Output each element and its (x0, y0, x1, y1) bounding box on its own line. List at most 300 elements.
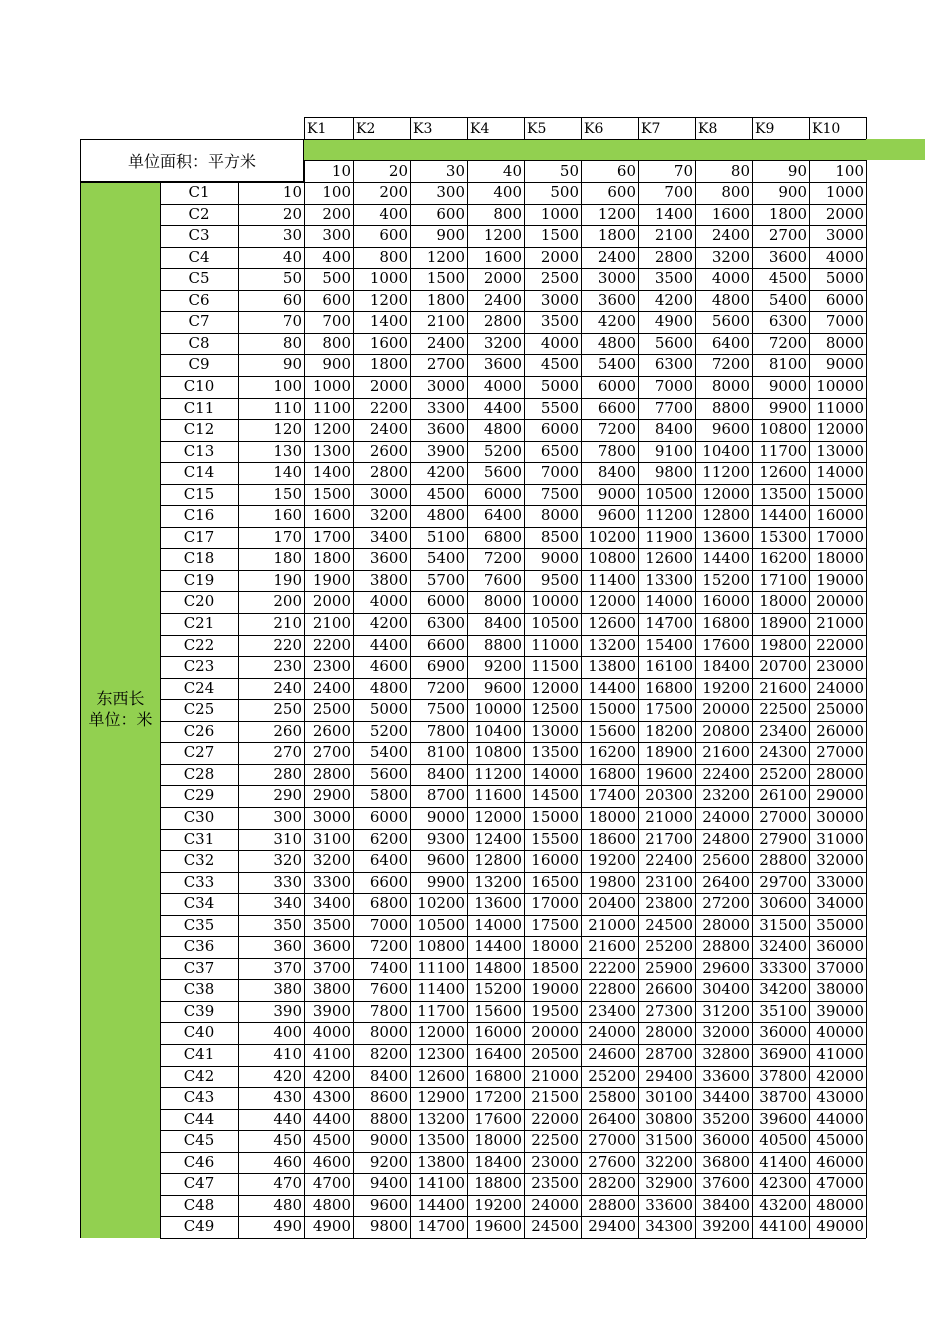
area-value: 11200 (474, 764, 522, 783)
area-value: 9000 (369, 1131, 408, 1150)
area-value: 19200 (588, 851, 636, 870)
area-value: 3600 (369, 549, 408, 568)
area-value: 7200 (369, 937, 408, 956)
area-value: 36800 (702, 1152, 750, 1171)
area-value: 22000 (531, 1109, 579, 1128)
area-value: 1800 (768, 204, 807, 223)
area-value: 24500 (645, 915, 693, 934)
area-value: 2100 (426, 312, 465, 331)
area-value: 8400 (369, 1066, 408, 1085)
area-value: 11400 (588, 570, 636, 589)
area-value: 23500 (531, 1174, 579, 1193)
area-value: 23200 (702, 786, 750, 805)
area-value: 2800 (369, 463, 408, 482)
area-value: 34000 (816, 894, 864, 913)
area-value: 21700 (645, 829, 693, 848)
row-label: C34 (183, 894, 215, 913)
grid-line (160, 1044, 866, 1045)
area-value: 11200 (645, 506, 693, 525)
area-value: 17100 (759, 570, 807, 589)
area-value: 10400 (474, 721, 522, 740)
area-value: 9600 (426, 851, 465, 870)
area-value: 8000 (369, 1023, 408, 1042)
area-value: 18800 (474, 1174, 522, 1193)
k-label: K9 (752, 117, 809, 139)
area-value: 18000 (816, 549, 864, 568)
area-value: 30000 (816, 807, 864, 826)
area-value: 19800 (759, 635, 807, 654)
area-value: 25600 (702, 851, 750, 870)
area-value: 12000 (816, 420, 864, 439)
area-value: 800 (322, 333, 351, 352)
side-label-line1: 东西长 (96, 689, 145, 709)
area-value: 8000 (540, 506, 579, 525)
area-value: 700 (664, 183, 693, 201)
area-value: 4000 (369, 592, 408, 611)
area-value: 5000 (369, 700, 408, 719)
area-value: 20400 (588, 894, 636, 913)
row-label: C7 (188, 312, 210, 331)
area-value: 3400 (312, 894, 351, 913)
area-value: 11100 (417, 958, 465, 977)
area-value: 27300 (645, 1001, 693, 1020)
k-label: K8 (695, 117, 752, 139)
area-value: 32000 (816, 851, 864, 870)
row-label: C48 (183, 1195, 215, 1214)
area-value: 5500 (540, 398, 579, 417)
area-value: 18000 (759, 592, 807, 611)
row-label: C26 (183, 721, 215, 740)
area-value: 300 (322, 226, 351, 245)
area-value: 2000 (312, 592, 351, 611)
area-value: 14400 (588, 678, 636, 697)
area-value: 5200 (369, 721, 408, 740)
area-value: 11000 (531, 635, 579, 654)
area-value: 44000 (816, 1109, 864, 1128)
area-value: 15000 (588, 700, 636, 719)
row-label: C29 (183, 786, 215, 805)
area-value: 1800 (369, 355, 408, 374)
area-value: 16800 (474, 1066, 522, 1085)
row-label: C40 (183, 1023, 215, 1042)
area-value: 1200 (426, 247, 465, 266)
area-value: 14100 (417, 1174, 465, 1193)
area-value: 13200 (417, 1109, 465, 1128)
area-value: 5200 (483, 441, 522, 460)
area-value: 28000 (816, 764, 864, 783)
area-value: 24300 (759, 743, 807, 762)
area-value: 7000 (540, 463, 579, 482)
area-value: 3200 (483, 333, 522, 352)
k-value: 100 (835, 162, 864, 180)
area-value: 18000 (474, 1131, 522, 1150)
area-value: 15600 (474, 1001, 522, 1020)
area-value: 13000 (816, 441, 864, 460)
area-value: 30600 (759, 894, 807, 913)
area-value: 17500 (645, 700, 693, 719)
area-value: 37600 (702, 1174, 750, 1193)
area-value: 15400 (645, 635, 693, 654)
grid-line (304, 160, 305, 1238)
area-value: 19600 (474, 1217, 522, 1236)
area-value: 26400 (702, 872, 750, 891)
area-value: 900 (778, 183, 807, 201)
area-value: 6300 (768, 312, 807, 331)
row-value: 400 (273, 1023, 302, 1042)
grid-line (160, 1001, 866, 1002)
area-value: 4800 (369, 678, 408, 697)
area-value: 1300 (312, 441, 351, 460)
grid-line (160, 462, 866, 463)
area-value: 17500 (531, 915, 579, 934)
area-value: 37000 (816, 958, 864, 977)
row-value: 80 (282, 333, 302, 352)
area-value: 29400 (645, 1066, 693, 1085)
area-value: 500 (550, 183, 579, 201)
grid-line (160, 182, 161, 1238)
area-value: 3300 (426, 398, 465, 417)
area-value: 5400 (426, 549, 465, 568)
area-value: 1800 (312, 549, 351, 568)
area-value: 14400 (759, 506, 807, 525)
area-value: 31500 (645, 1131, 693, 1150)
area-value: 11600 (474, 786, 522, 805)
area-value: 5000 (540, 376, 579, 395)
area-value: 11500 (531, 657, 579, 676)
row-label: C32 (183, 851, 215, 870)
area-value: 11400 (417, 980, 465, 999)
area-value: 2200 (312, 635, 351, 654)
area-value: 4300 (312, 1088, 351, 1107)
area-value: 9000 (597, 484, 636, 503)
area-value: 24600 (588, 1045, 636, 1063)
row-label: C33 (183, 872, 215, 891)
area-value: 11900 (645, 527, 693, 546)
area-value: 37800 (759, 1066, 807, 1085)
area-value: 28800 (702, 937, 750, 956)
area-value: 26000 (816, 721, 864, 740)
row-label: C30 (183, 807, 215, 826)
area-value: 10800 (588, 549, 636, 568)
area-value: 4500 (768, 269, 807, 288)
area-value: 18400 (702, 657, 750, 676)
area-value: 12000 (474, 807, 522, 826)
area-value: 18000 (588, 807, 636, 826)
row-value: 490 (273, 1217, 302, 1236)
area-value: 11700 (759, 441, 807, 460)
area-value: 2000 (540, 247, 579, 266)
area-value: 6400 (711, 333, 750, 352)
unit-area-title-text: 单位面积：平方米 (127, 152, 256, 171)
area-value: 20800 (702, 721, 750, 740)
area-value: 8400 (597, 463, 636, 482)
area-value: 300 (436, 183, 465, 201)
area-value: 5700 (426, 570, 465, 589)
area-value: 500 (322, 269, 351, 288)
area-value: 3500 (312, 915, 351, 934)
area-value: 5000 (825, 269, 864, 288)
area-value: 5400 (597, 355, 636, 374)
area-value: 14000 (816, 463, 864, 482)
area-value: 13600 (474, 894, 522, 913)
row-label: C27 (183, 743, 215, 762)
area-value: 29400 (588, 1217, 636, 1236)
grid-line (160, 570, 866, 571)
grid-line (160, 505, 866, 506)
area-value: 2800 (483, 312, 522, 331)
area-value: 4800 (597, 333, 636, 352)
row-label: C25 (183, 700, 215, 719)
area-value: 2100 (654, 226, 693, 245)
area-value: 21000 (645, 807, 693, 826)
area-value: 1000 (825, 183, 864, 201)
area-value: 23000 (816, 657, 864, 676)
area-value: 12300 (417, 1045, 465, 1063)
row-value: 410 (273, 1045, 302, 1063)
area-value: 9000 (540, 549, 579, 568)
area-value: 13200 (588, 635, 636, 654)
area-value: 900 (436, 226, 465, 245)
area-value: 16800 (645, 678, 693, 697)
k-value: 40 (502, 162, 522, 180)
area-value: 4200 (312, 1066, 351, 1085)
row-label: C45 (183, 1131, 215, 1150)
area-value: 16500 (531, 872, 579, 891)
row-label: C11 (183, 398, 215, 417)
area-value: 24000 (588, 1023, 636, 1042)
row-value: 460 (273, 1152, 302, 1171)
area-value: 29000 (816, 786, 864, 805)
area-value: 42300 (759, 1174, 807, 1193)
area-value: 28700 (645, 1045, 693, 1063)
area-value: 8400 (426, 764, 465, 783)
area-value: 5600 (483, 463, 522, 482)
area-value: 16000 (474, 1023, 522, 1042)
area-value: 400 (493, 183, 522, 201)
area-value: 3000 (540, 290, 579, 309)
area-value: 12800 (474, 851, 522, 870)
grid-line (160, 1109, 866, 1110)
grid-line (866, 160, 867, 1238)
area-value: 33600 (702, 1066, 750, 1085)
grid-line (160, 699, 866, 700)
area-value: 1200 (483, 226, 522, 245)
k-label: K2 (353, 117, 410, 139)
row-value: 100 (273, 376, 302, 395)
area-value: 41000 (816, 1045, 864, 1063)
row-value: 360 (273, 937, 302, 956)
area-value: 1800 (597, 226, 636, 245)
grid-line (160, 484, 866, 485)
row-label: C49 (183, 1217, 215, 1236)
area-value: 8100 (426, 743, 465, 762)
area-value: 4800 (711, 290, 750, 309)
area-value: 3200 (369, 506, 408, 525)
area-value: 16400 (474, 1045, 522, 1063)
area-value: 8800 (483, 635, 522, 654)
grid-line (160, 1066, 866, 1067)
row-label: C44 (183, 1109, 215, 1128)
grid-line (160, 1195, 866, 1196)
row-label: C23 (183, 657, 215, 676)
area-value: 2500 (312, 700, 351, 719)
row-value: 250 (273, 700, 302, 719)
area-value: 7800 (369, 1001, 408, 1020)
area-value: 14800 (474, 958, 522, 977)
area-value: 7200 (768, 333, 807, 352)
area-value: 39600 (759, 1109, 807, 1128)
area-value: 38000 (816, 980, 864, 999)
grid-line (160, 850, 866, 851)
area-value: 35200 (702, 1109, 750, 1128)
row-value: 200 (273, 592, 302, 611)
area-value: 8100 (768, 355, 807, 374)
area-value: 14700 (417, 1217, 465, 1236)
area-value: 1500 (540, 226, 579, 245)
row-value: 270 (273, 743, 302, 762)
area-value: 36900 (759, 1045, 807, 1063)
area-value: 3600 (483, 355, 522, 374)
area-value: 12000 (702, 484, 750, 503)
grid-line (467, 160, 468, 1238)
grid-line (160, 398, 866, 399)
area-value: 3800 (369, 570, 408, 589)
area-value: 19000 (816, 570, 864, 589)
area-value: 22800 (588, 980, 636, 999)
area-value: 14400 (474, 937, 522, 956)
area-value: 3000 (312, 807, 351, 826)
row-label: C31 (183, 829, 215, 848)
area-value: 4400 (483, 398, 522, 417)
row-label: C42 (183, 1066, 215, 1085)
row-label: C24 (183, 678, 215, 697)
grid-line (304, 139, 866, 140)
area-value: 25800 (588, 1088, 636, 1107)
row-value: 470 (273, 1174, 302, 1193)
area-value: 19000 (531, 980, 579, 999)
area-value: 3600 (597, 290, 636, 309)
row-value: 320 (273, 851, 302, 870)
row-value: 210 (273, 614, 302, 632)
area-value: 24000 (702, 807, 750, 826)
area-value: 30400 (702, 980, 750, 999)
area-value: 12000 (531, 678, 579, 697)
area-value: 31500 (759, 915, 807, 934)
unit-area-title (80, 139, 304, 182)
area-value: 9600 (711, 420, 750, 439)
row-value: 240 (273, 678, 302, 697)
area-value: 9900 (768, 398, 807, 417)
area-value: 2400 (483, 290, 522, 309)
area-value: 18900 (759, 614, 807, 632)
area-value: 20000 (531, 1023, 579, 1042)
grid-line (581, 160, 582, 1238)
area-value: 33300 (759, 958, 807, 977)
area-value: 25200 (588, 1066, 636, 1085)
area-value: 9800 (654, 463, 693, 482)
grid-line (160, 613, 866, 614)
area-value: 10800 (417, 937, 465, 956)
area-value: 34200 (759, 980, 807, 999)
area-value: 8000 (711, 376, 750, 395)
area-value: 4800 (312, 1195, 351, 1214)
grid-line (160, 204, 866, 205)
area-value: 9600 (597, 506, 636, 525)
area-value: 4900 (312, 1217, 351, 1236)
area-value: 9400 (369, 1174, 408, 1193)
grid-line (160, 721, 866, 722)
area-value: 15300 (759, 527, 807, 546)
grid-line (160, 354, 866, 355)
area-value: 33000 (816, 872, 864, 891)
row-value: 440 (273, 1109, 302, 1128)
area-value: 9000 (768, 376, 807, 395)
area-value: 6000 (597, 376, 636, 395)
area-value: 28200 (588, 1174, 636, 1193)
area-value: 23400 (759, 721, 807, 740)
area-value: 49000 (816, 1217, 864, 1236)
row-label: C3 (188, 226, 210, 245)
area-value: 6500 (540, 441, 579, 460)
area-value: 25200 (645, 937, 693, 956)
area-value: 31000 (816, 829, 864, 848)
area-value: 21600 (588, 937, 636, 956)
area-value: 8800 (711, 398, 750, 417)
area-value: 29600 (702, 958, 750, 977)
area-value: 32900 (645, 1174, 693, 1193)
area-value: 3200 (711, 247, 750, 266)
area-value: 14000 (531, 764, 579, 783)
area-value: 23400 (588, 1001, 636, 1020)
area-value: 27200 (702, 894, 750, 913)
area-value: 17600 (474, 1109, 522, 1128)
area-value: 13500 (759, 484, 807, 503)
area-value: 2400 (711, 226, 750, 245)
area-value: 8600 (369, 1088, 408, 1107)
area-value: 20300 (645, 786, 693, 805)
area-value: 16100 (645, 657, 693, 676)
area-value: 16200 (759, 549, 807, 568)
area-value: 8400 (654, 420, 693, 439)
area-value: 33600 (645, 1195, 693, 1214)
area-value: 4500 (426, 484, 465, 503)
row-label: C13 (183, 441, 215, 460)
row-value: 90 (282, 355, 302, 374)
row-label: C47 (183, 1174, 215, 1193)
area-value: 24000 (531, 1195, 579, 1214)
area-value: 7500 (426, 700, 465, 719)
area-value: 12800 (702, 506, 750, 525)
area-value: 1700 (312, 527, 351, 546)
k-label: K1 (304, 117, 353, 139)
area-value: 22400 (645, 851, 693, 870)
area-value: 600 (379, 226, 408, 245)
area-value: 6400 (483, 506, 522, 525)
area-value: 400 (322, 247, 351, 266)
area-value: 15600 (588, 721, 636, 740)
area-value: 6000 (369, 807, 408, 826)
area-value: 3900 (426, 441, 465, 460)
area-value: 2400 (597, 247, 636, 266)
area-value: 21600 (759, 678, 807, 697)
area-value: 4700 (312, 1174, 351, 1193)
area-value: 36000 (702, 1131, 750, 1150)
grid-line (752, 160, 753, 1238)
grid-line (160, 225, 866, 226)
area-value: 9600 (483, 678, 522, 697)
row-label: C8 (188, 333, 210, 352)
area-value: 10500 (531, 614, 579, 632)
